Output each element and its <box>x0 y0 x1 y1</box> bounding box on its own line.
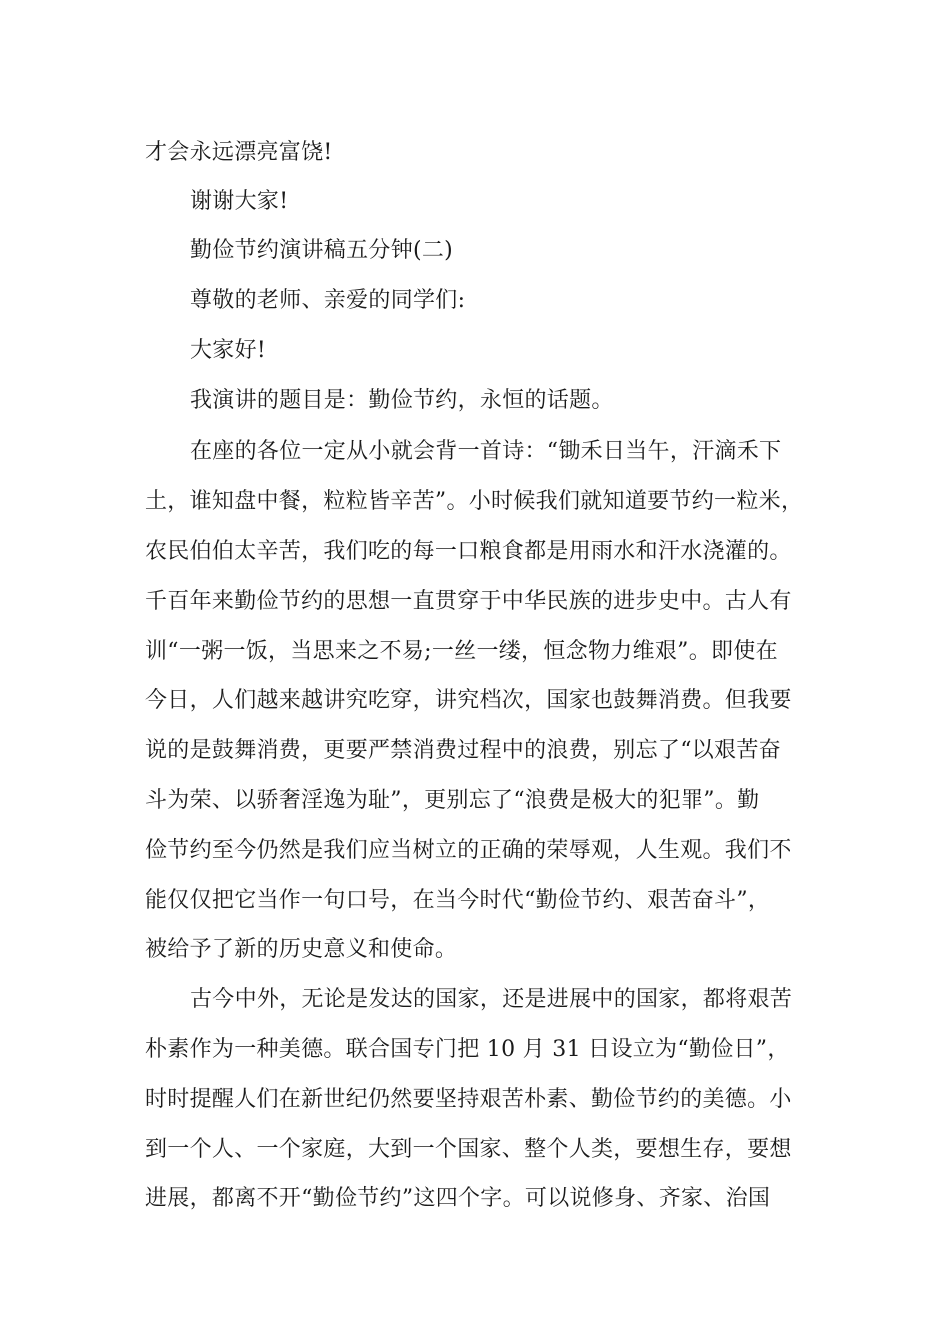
paragraph-line: 在座的各位一定从小就会背一首诗：“锄禾日当午，汗滴禾下 <box>190 439 782 464</box>
text-line-continuation: 才会永远漂亮富饶! <box>145 140 333 165</box>
speech-title: 勤俭节约演讲稿五分钟(二) <box>190 238 454 263</box>
paragraph-line: 进展，都离不开“勤俭节约”这四个字。可以说修身、齐家、治国 <box>145 1186 771 1211</box>
paragraph-line: 训“一粥一饭，当思来之不易;一丝一缕，恒念物力维艰”。即使在 <box>145 639 778 664</box>
paragraph-line: 被给予了新的历史意义和使命。 <box>145 937 458 962</box>
paragraph-line: 农民伯伯太辛苦，我们吃的每一口粮食都是用雨水和汗水浇灌的。 <box>145 539 792 564</box>
paragraph-line: 能仅仅把它当作一句口号，在当今时代“勤俭节约、艰苦奋斗”， <box>145 888 771 913</box>
salutation: 尊敬的老师、亲爱的同学们: <box>190 288 466 313</box>
paragraph-line: 说的是鼓舞消费，更要严禁消费过程中的浪费，别忘了“以艰苦奋 <box>145 738 781 763</box>
paragraph-line: 今日，人们越来越讲究吃穿，讲究档次，国家也鼓舞消费。但我要 <box>145 688 792 713</box>
speech-topic: 我演讲的题目是：勤俭节约，永恒的话题。 <box>190 388 614 413</box>
paragraph-line: 到一个人、一个家庭，大到一个国家、整个人类，要想生存，要想 <box>145 1137 792 1162</box>
paragraph-line: 斗为荣、以骄奢淫逸为耻”，更别忘了“浪费是极大的犯罪”。勤 <box>145 788 760 813</box>
text-line-thanks: 谢谢大家! <box>190 189 289 214</box>
paragraph-line: 朴素作为一种美德。联合国专门把 10 月 31 日设立为“勤俭日”， <box>145 1037 790 1062</box>
greeting: 大家好! <box>190 338 267 363</box>
paragraph-line: 千百年来勤俭节约的思想一直贯穿于中华民族的进步史中。古人有 <box>145 589 792 614</box>
paragraph-line: 古今中外，无论是发达的国家，还是进展中的国家，都将艰苦 <box>190 987 793 1012</box>
paragraph-line: 时时提醒人们在新世纪仍然要坚持艰苦朴素、勤俭节约的美德。小 <box>145 1087 792 1112</box>
paragraph-line: 俭节约至今仍然是我们应当树立的正确的荣辱观，人生观。我们不 <box>145 838 792 863</box>
paragraph-line: 土，谁知盘中餐，粒粒皆辛苦”。小时候我们就知道要节约一粒米， <box>145 489 804 514</box>
